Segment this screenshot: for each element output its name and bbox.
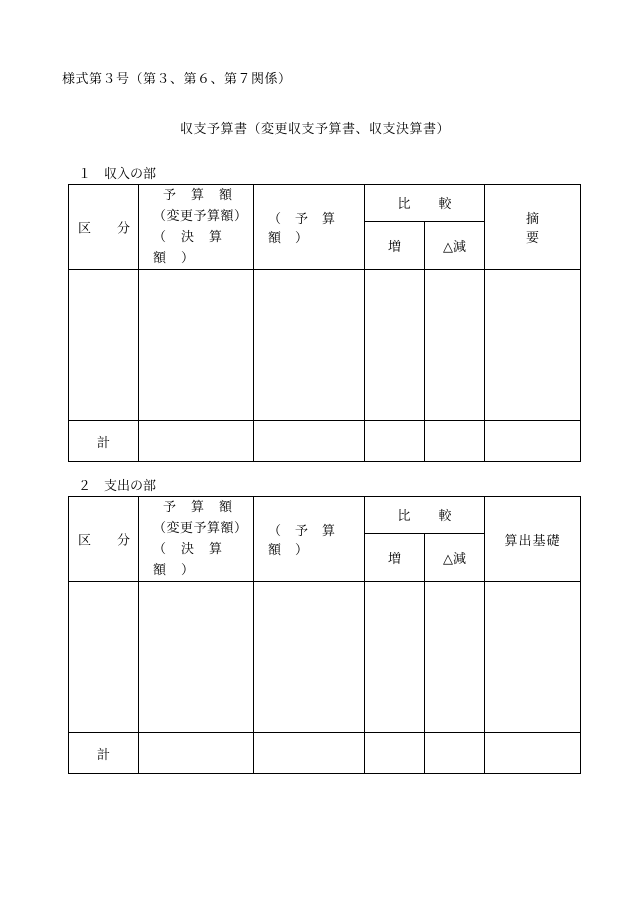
total-cell-budget[interactable]: [139, 421, 254, 462]
document-title: 収支予算書（変更収支予算書、収支決算書）: [179, 122, 450, 137]
header-increase: 増: [365, 533, 425, 581]
form-number: 様式第３号（第３、第６、第７関係）: [62, 72, 292, 87]
expense-section-heading: [78, 475, 156, 494]
header-decrease: △減: [425, 533, 485, 581]
total-cell-basis[interactable]: [485, 733, 581, 774]
entry-cell-decrease[interactable]: [425, 582, 485, 733]
total-label: 計: [69, 733, 139, 774]
total-cell-decrease[interactable]: [425, 421, 485, 462]
header-comparison: 比較: [365, 497, 485, 534]
income-total-row: [69, 421, 581, 462]
total-cell-decrease[interactable]: [425, 733, 485, 774]
header-comparison: 比較: [365, 185, 485, 222]
income-section-heading: [78, 163, 156, 182]
header-decrease: △減: [425, 221, 485, 269]
entry-cell-decrease[interactable]: [425, 270, 485, 421]
header-kubun: 区 分: [69, 185, 139, 270]
expense-total-row: [69, 733, 581, 774]
entry-cell-previous[interactable]: [254, 270, 365, 421]
header-previous-budget: （予算額）: [254, 497, 365, 582]
expense-entry-row: [69, 582, 581, 733]
income-section-title: 収入の部: [104, 167, 157, 182]
entry-cell-budget[interactable]: [139, 270, 254, 421]
header-calculation-basis: 算出基礎: [485, 497, 581, 582]
entry-cell-kubun[interactable]: [69, 582, 139, 733]
expense-table: [68, 496, 581, 774]
total-cell-remarks[interactable]: [485, 421, 581, 462]
total-cell-increase[interactable]: [365, 421, 425, 462]
expense-section-number: ２: [78, 479, 92, 494]
total-label: 計: [69, 421, 139, 462]
income-entry-row: [69, 270, 581, 421]
header-previous-budget: （予算額）: [254, 185, 365, 270]
total-cell-budget[interactable]: [139, 733, 254, 774]
entry-cell-previous[interactable]: [254, 582, 365, 733]
income-table: [68, 184, 581, 462]
total-cell-previous[interactable]: [254, 733, 365, 774]
entry-cell-basis[interactable]: [485, 582, 581, 733]
header-budget-amount: 予算額 （変更予算額） （決算額）: [139, 185, 254, 270]
header-kubun: 区 分: [69, 497, 139, 582]
expense-section-title: 支出の部: [104, 479, 157, 494]
entry-cell-budget[interactable]: [139, 582, 254, 733]
entry-cell-remarks[interactable]: [485, 270, 581, 421]
entry-cell-increase[interactable]: [365, 270, 425, 421]
header-remarks: 摘要: [485, 185, 581, 270]
header-increase: 増: [365, 221, 425, 269]
header-budget-amount: 予算額 （変更予算額） （決算額）: [139, 497, 254, 582]
entry-cell-increase[interactable]: [365, 582, 425, 733]
total-cell-previous[interactable]: [254, 421, 365, 462]
total-cell-increase[interactable]: [365, 733, 425, 774]
income-section-number: １: [78, 167, 92, 182]
entry-cell-kubun[interactable]: [69, 270, 139, 421]
